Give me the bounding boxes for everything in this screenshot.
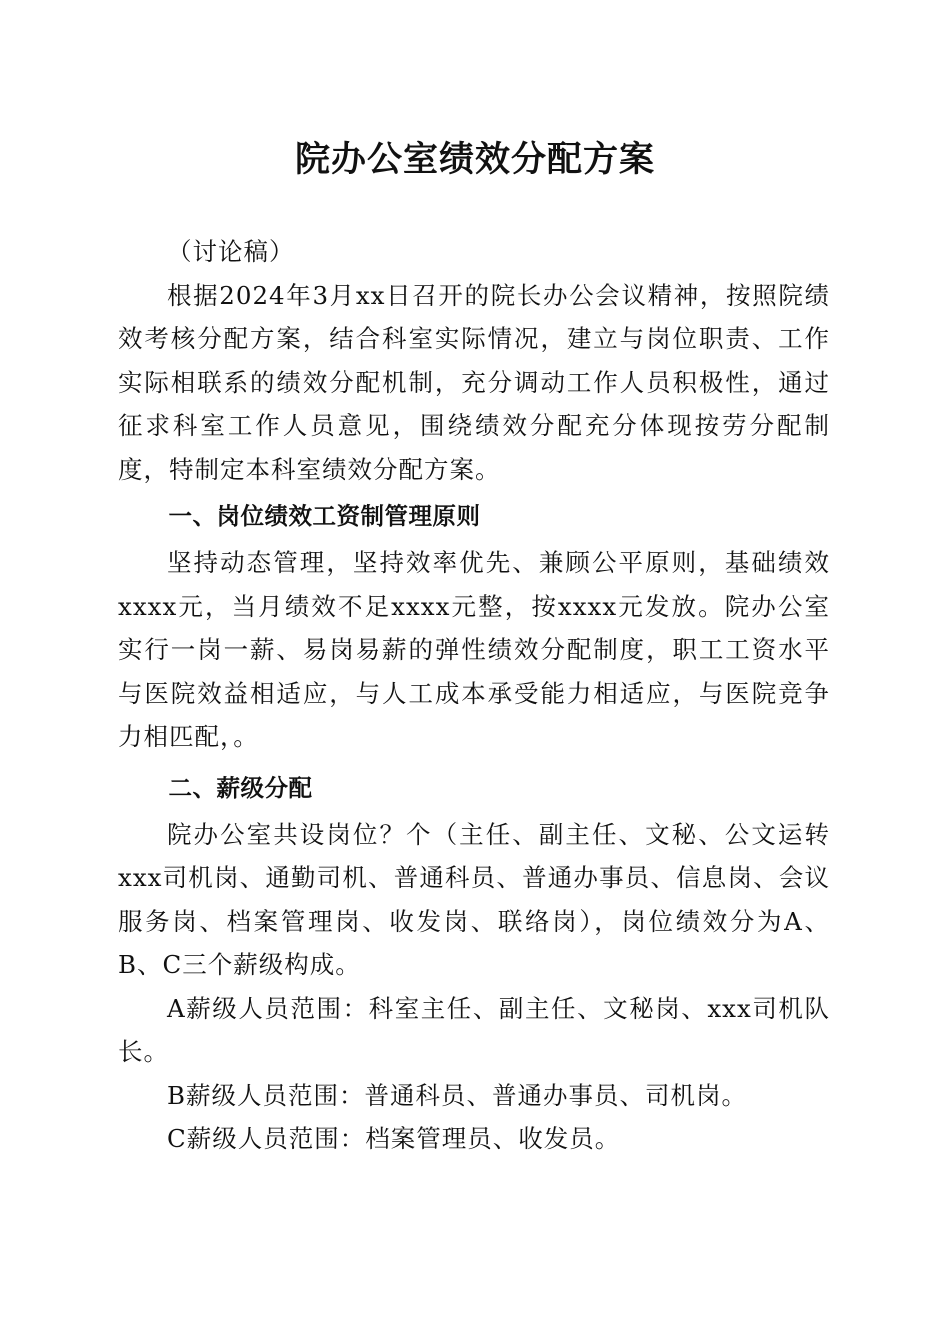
section-1-paragraph: 坚持动态管理，坚持效率优先、兼顾公平原则，基础绩效xxxx元，当月绩效不足xxxx元整，按xxxx元发放。院办公室实行一岗一薪、易岗易薪的弹性绩效分配制度，职工工资水平与医院效益相适应，与人工成本承受能力相适应，与医院竞争力相匹配，。	[118, 548, 830, 751]
section-2-paragraph-positions: 院办公室共设岗位？个（主任、副主任、文秘、公文运转xxx司机岗、通勤司机、普通科员、普通办事员、信息岗、会议服务岗、档案管理岗、收发岗、联络岗），岗位绩效分为A、B、C三个薪级构成。	[118, 819, 830, 979]
section-1-heading: 一、岗位绩效工资制管理原则	[168, 502, 481, 530]
document-body	[118, 230, 830, 1161]
section-2-paragraph-grade-a: A薪级人员范围：科室主任、副主任、文秘岗、xxx司机队长。	[118, 993, 830, 1066]
document-title: 院办公室绩效分配方案	[294, 139, 655, 180]
section-2-paragraph-grade-c: C薪级人员范围：档案管理员、收发员。	[167, 1124, 621, 1153]
intro-paragraph: 根据2024年3月xx日召开的院长办公会议精神，按照院绩效考核分配方案，结合科室实际情况，建立与岗位职责、工作实际相联系的绩效分配机制，充分调动工作人员积极性，通过征求科室工作人员意见，围绕绩效分配充分体现按劳分配制度，特制定本科室绩效分配方案。	[118, 280, 830, 484]
draft-note: （讨论稿）	[167, 237, 295, 266]
section-2-heading: 二、薪级分配	[168, 773, 313, 802]
section-2-paragraph-grade-b: B薪级人员范围：普通科员、普通办事员、司机岗。	[167, 1080, 748, 1110]
